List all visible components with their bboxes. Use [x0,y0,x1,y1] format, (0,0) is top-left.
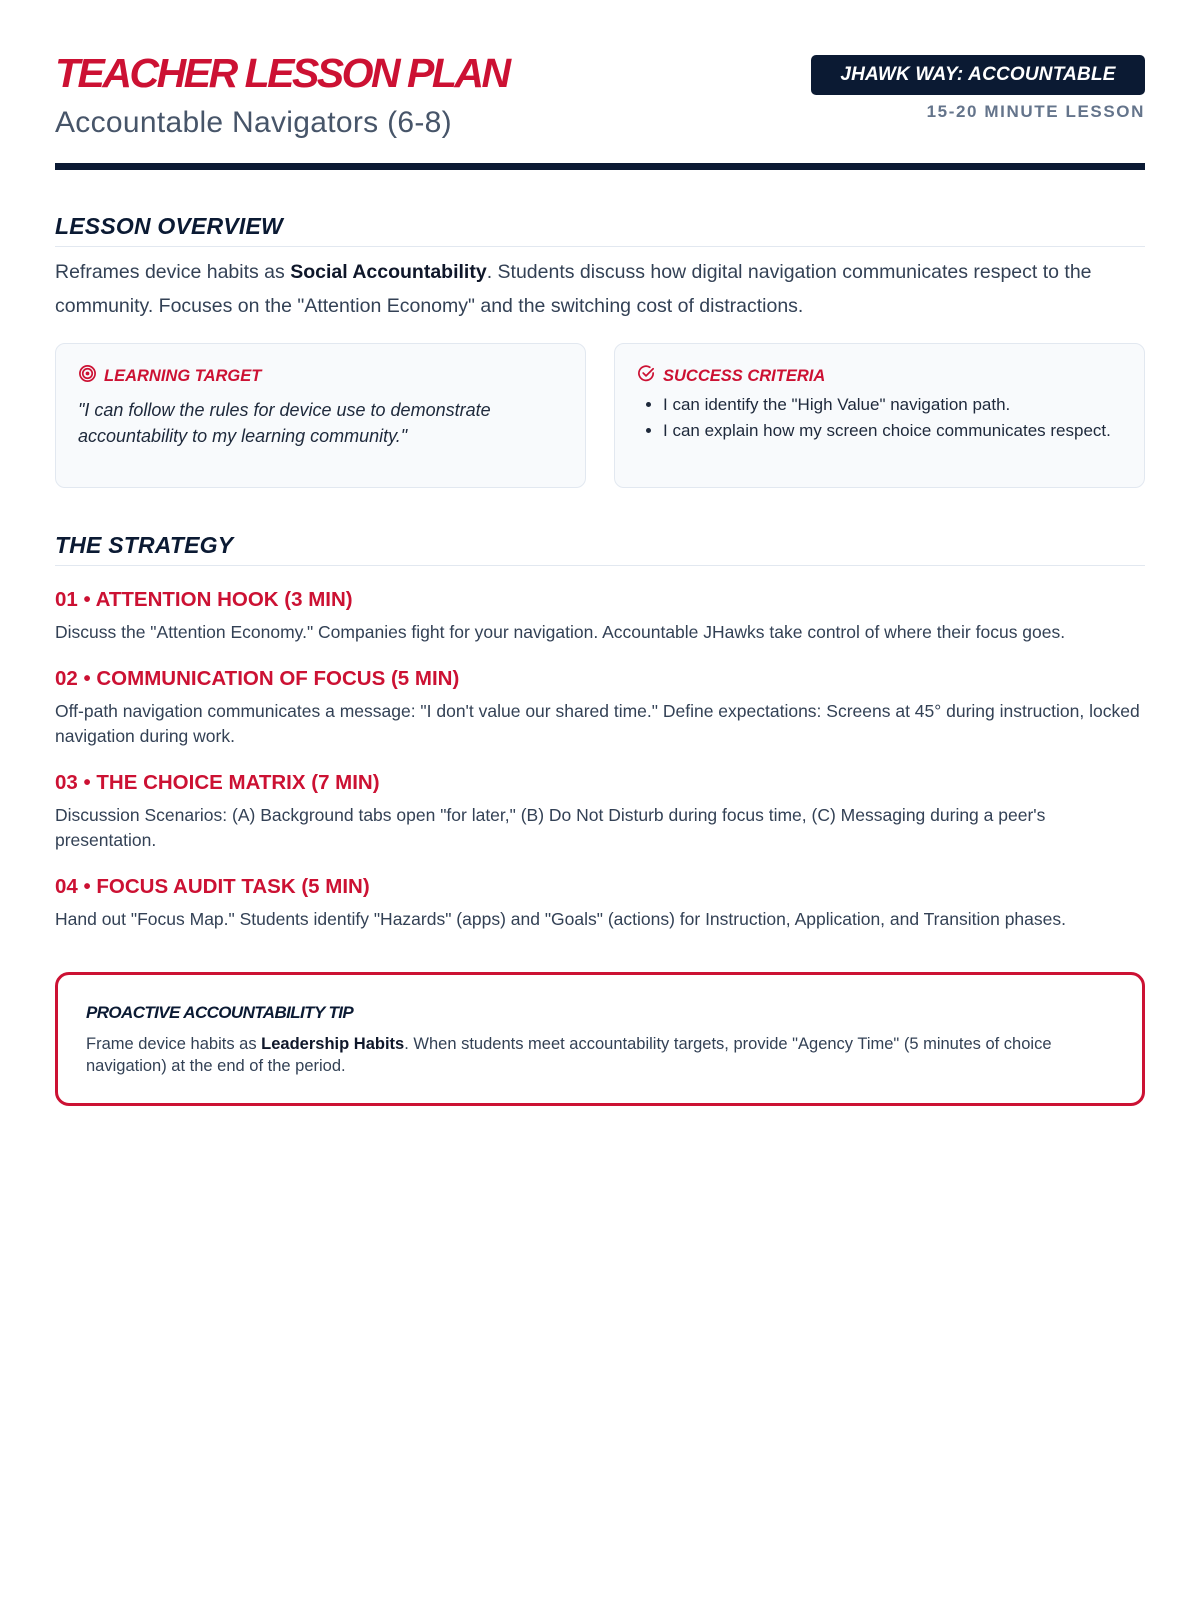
target-icon [78,364,97,388]
strategy-step [55,588,1145,645]
jhawk-way-badge: JHAWK WAY: ACCOUNTABLE [811,55,1145,95]
strategy-section [55,532,1145,932]
step-description: Off-path navigation communicates a message: "I don't value our shared time." Define expectations: Screens at 45° during instruction, locked navigation during work. [55,701,1140,746]
step-description: Discuss the "Attention Economy." Companies fight for your navigation. Accountable JHawks take control of where their focus goes. [55,622,1066,642]
step-title: 01 • ATTENTION HOOK (3 MIN) [55,588,353,611]
lesson-overview-section [55,213,1145,488]
tip-text-bold: Leadership Habits [261,1035,405,1053]
lesson-duration: 15-20 MINUTE LESSON [926,102,1145,121]
learning-target-header [78,364,563,388]
overview-text-start: Reframes device habits as [55,261,291,283]
step-title: 03 • THE CHOICE MATRIX (7 MIN) [55,771,380,794]
learning-target-quote: "I can follow the rules for device use to demonstrate accountability to my learning community." [78,400,491,446]
strategy-step [55,875,1145,932]
success-criteria-label: SUCCESS CRITERIA [663,366,826,385]
overview-text-bold: Social Accountability [290,261,487,283]
tip-text-end: . When students meet accountability targets, provide "Agency Time" (5 minutes of choice navigation) at the end of the period. [86,1035,1052,1075]
step-description: Hand out "Focus Map." Students identify "Hazards" (apps) and "Goals" (actions) for Instruction, Application, and Transition phases. [55,909,1066,929]
header [55,0,1145,170]
success-criteria-list [637,394,1122,442]
tip-text [86,1033,1114,1077]
criteria-item: • I can explain how my screen choice communicates respect. [663,420,1122,442]
accountability-tip-box [55,972,1145,1106]
lesson-overview-heading: LESSON OVERVIEW [55,213,1145,247]
tip-text-start: Frame device habits as [86,1035,262,1053]
learning-target-card [55,343,586,488]
target-criteria-cards [55,343,1145,488]
success-criteria-header [637,364,1122,388]
strategy-step [55,771,1145,853]
step-description: Discussion Scenarios: (A) Background tabs open "for later," (B) Do Not Disturb during focus time, (C) Messaging during a peer's presentation. [55,805,1046,850]
check-circle-icon [637,364,656,388]
strategy-heading: THE STRATEGY [55,532,1145,566]
step-title: 02 • COMMUNICATION OF FOCUS (5 MIN) [55,667,460,690]
step-title: 04 • FOCUS AUDIT TASK (5 MIN) [55,875,370,898]
page-title: TEACHER LESSON PLAN [55,50,509,96]
success-criteria-card [614,343,1145,488]
learning-target-label: LEARNING TARGET [104,366,262,385]
strategy-step [55,667,1145,749]
page-subtitle: Accountable Navigators (6-8) [55,106,452,139]
lesson-overview-text [55,255,1145,323]
criteria-item: • I can identify the "High Value" navigation path. [663,394,1122,416]
tip-title: PROACTIVE ACCOUNTABILITY TIP [86,1003,354,1022]
overview-text-end: . Students discuss how digital navigation communicates respect to the community. Focuses on the "Attention Economy" and the switching cost of distractions. [55,261,1092,317]
